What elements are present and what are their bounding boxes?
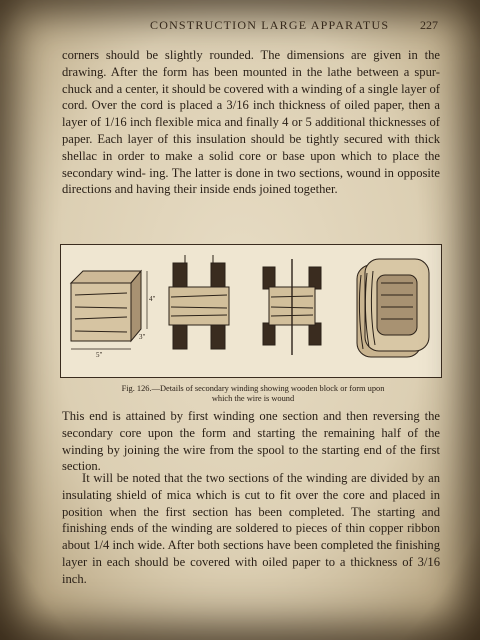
form-with-flanges-drawing [169, 255, 229, 349]
dimension-height-label: 4" [149, 295, 156, 303]
text-line: This end is attained by first winding one section and then [62, 409, 373, 423]
text-line: to fit over the core and placed in position when the first [62, 487, 440, 519]
text-line: directions and having their inside ends joined together. [62, 182, 338, 197]
form-with-winding-drawing [263, 259, 321, 355]
winding-diagram [61, 245, 441, 377]
text-line: in the lathe between a spur-chuck and a center, it should [62, 64, 440, 96]
text-line: solid core or base upon which to place the secondary wind- [62, 148, 440, 180]
wooden-block-drawing [71, 271, 156, 359]
paragraph-mica-shield [62, 470, 440, 588]
text-line: be covered with a winding of a single layer of cord. Over [62, 81, 440, 113]
text-line: the cord is placed a 3/16 inch thickness of oiled paper, then [121, 98, 435, 113]
caption-line: which the wire is wound [211, 393, 295, 403]
text-line: given in the drawing. After the form has been mounted [62, 48, 440, 79]
text-line: section has been completed. The starting and finishing [62, 504, 440, 536]
text-line: a layer of 1/16 inch flexible mica and finally 4 or 5 additional [62, 98, 440, 130]
text-line: reversing the secondary core upon the form and starting [62, 409, 440, 440]
text-line: be tightly secured with thick shellac in order to make a [62, 131, 440, 163]
running-title: CONSTRUCTION LARGE APPARATUS [150, 18, 390, 32]
text-line: the spool to the starting end of the first section. [62, 442, 440, 474]
page-number: 227 [420, 18, 438, 32]
text-line: ing. The latter is done in two sections, wound in opposite [149, 165, 440, 180]
text-line: with oiled paper to a thickness of 3/16 inch. [62, 554, 441, 586]
running-head [0, 18, 480, 38]
text-line: thicknesses of paper. Each layer of this insulation should [62, 115, 440, 146]
paragraph-insulation [62, 47, 440, 198]
caption-line: Fig. 126.—Details of secondary winding showing wooden block or form upon [121, 384, 385, 393]
figure-caption [64, 384, 442, 403]
paragraph-winding [62, 408, 440, 475]
text-line: It will be noted that the two sections of the winding [82, 471, 352, 485]
text-line: ends of the winding are soldered to pieces of thin copper [110, 521, 408, 536]
text-line: are divided by an insulating shield of mica which is cut [62, 471, 440, 502]
text-line: the remaining half of the winding by joining the wire from [62, 425, 440, 457]
text-line: ribbon about 1/4 inch wide. After both sections have been [62, 521, 440, 553]
dimension-depth-label: 3" [139, 333, 146, 341]
text-line: corners should be slightly rounded. The dimensions are [62, 48, 374, 62]
figure-126 [60, 244, 442, 378]
completed-coil-drawing [357, 259, 429, 357]
dimension-width-label: 5" [96, 351, 103, 359]
text-line: completed the finishing layer in each should be covered [62, 538, 440, 569]
